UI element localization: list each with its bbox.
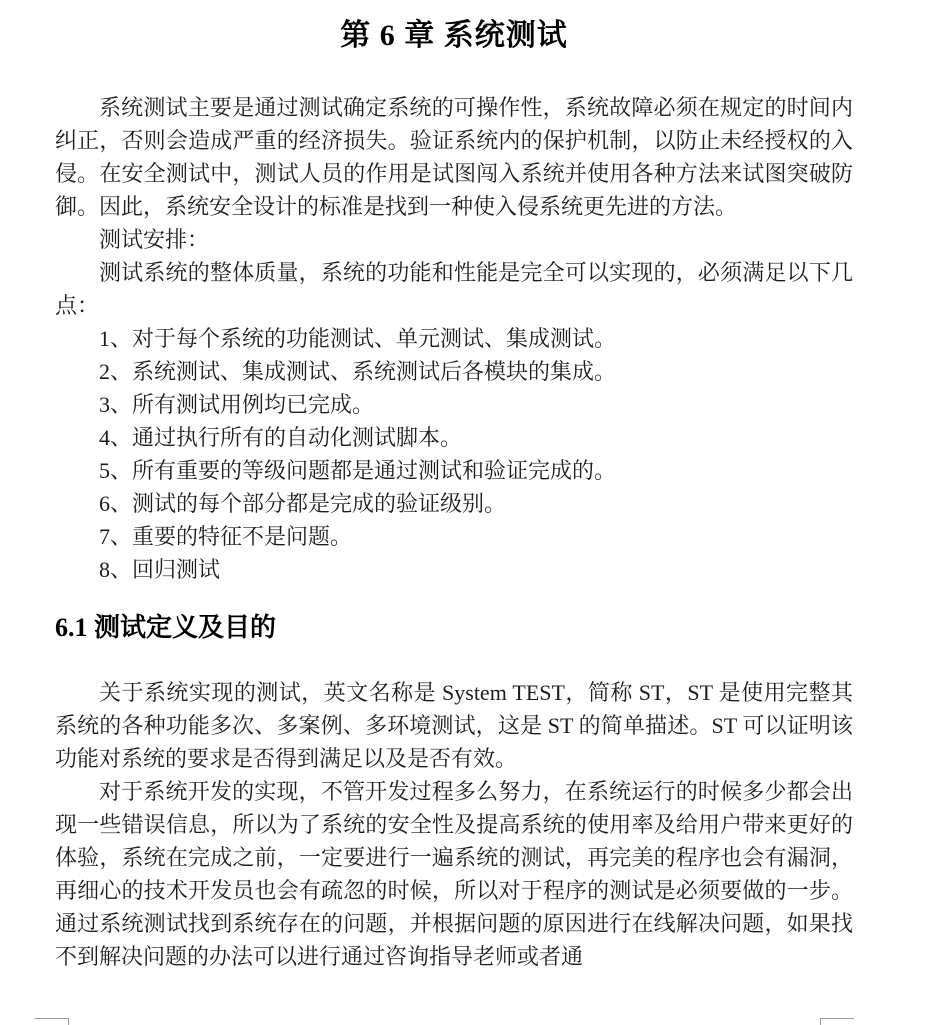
section-heading: 6.1 测试定义及目的	[55, 613, 277, 642]
text-boundary-mark-bottom-left	[35, 1018, 69, 1025]
checklist-item: 5、所有重要的等级问题都是通过测试和验证完成的。	[99, 458, 617, 483]
definition-paragraph: 关于系统实现的测试，英文名称是 System TEST，简称 ST，ST 是使用完整其系统的各种功能多次、多案例、多环境测试，这是 ST 的简单描述。ST 可以证明该功能对系统的要求是否得到满足以及是否有效。	[55, 680, 853, 771]
checklist-item: 2、系统测试、集成测试、系统测试后各模块的集成。	[99, 359, 617, 384]
checklist-item: 6、测试的每个部分都是完成的验证级别。	[99, 491, 507, 516]
development-paragraph: 对于系统开发的实现，不管开发过程多么努力，在系统运行的时候多少都会出现一些错误信息，所以为了系统的安全性及提高系统的使用率及给用户带来更好的体验，系统在完成之前，一定要进行一遍系统的测试，再完美的程序也会有漏洞，再细心的技术开发员也会有疏忽的时候，所以对于程序的测试是必须要做的一步。通过系统测试找到系统存在的问题，并根据问题的原因进行在线解决问题，如果找不到解决问题的办法可以进行通过咨询指导老师或者通	[55, 779, 853, 969]
quality-paragraph: 测试系统的整体质量，系统的功能和性能是完全可以实现的，必须满足以下几点：	[55, 260, 853, 318]
checklist-item: 7、重要的特征不是问题。	[99, 524, 353, 549]
intro-paragraph: 系统测试主要是通过测试确定系统的可操作性，系统故障必须在规定的时间内纠正，否则会造成严重的经济损失。验证系统内的保护机制，以防止未经授权的入侵。在安全测试中，测试人员的作用是试图闯入系统并使用各种方法来试图突破防御。因此，系统安全设计的标准是找到一种使入侵系统更先进的方法。	[55, 95, 853, 219]
checklist-item: 8、回归测试	[99, 557, 221, 582]
test-checklist	[55, 322, 853, 586]
test-arrangement-label: 测试安排：	[99, 227, 210, 252]
text-boundary-mark-bottom-right	[820, 1018, 854, 1025]
checklist-item: 1、对于每个系统的功能测试、单元测试、集成测试。	[99, 326, 617, 351]
chapter-title: 第 6 章 系统测试	[340, 19, 568, 52]
checklist-item: 4、通过执行所有的自动化测试脚本。	[99, 425, 463, 450]
text-area	[55, 12, 853, 973]
checklist-item: 3、所有测试用例均已完成。	[99, 392, 375, 417]
